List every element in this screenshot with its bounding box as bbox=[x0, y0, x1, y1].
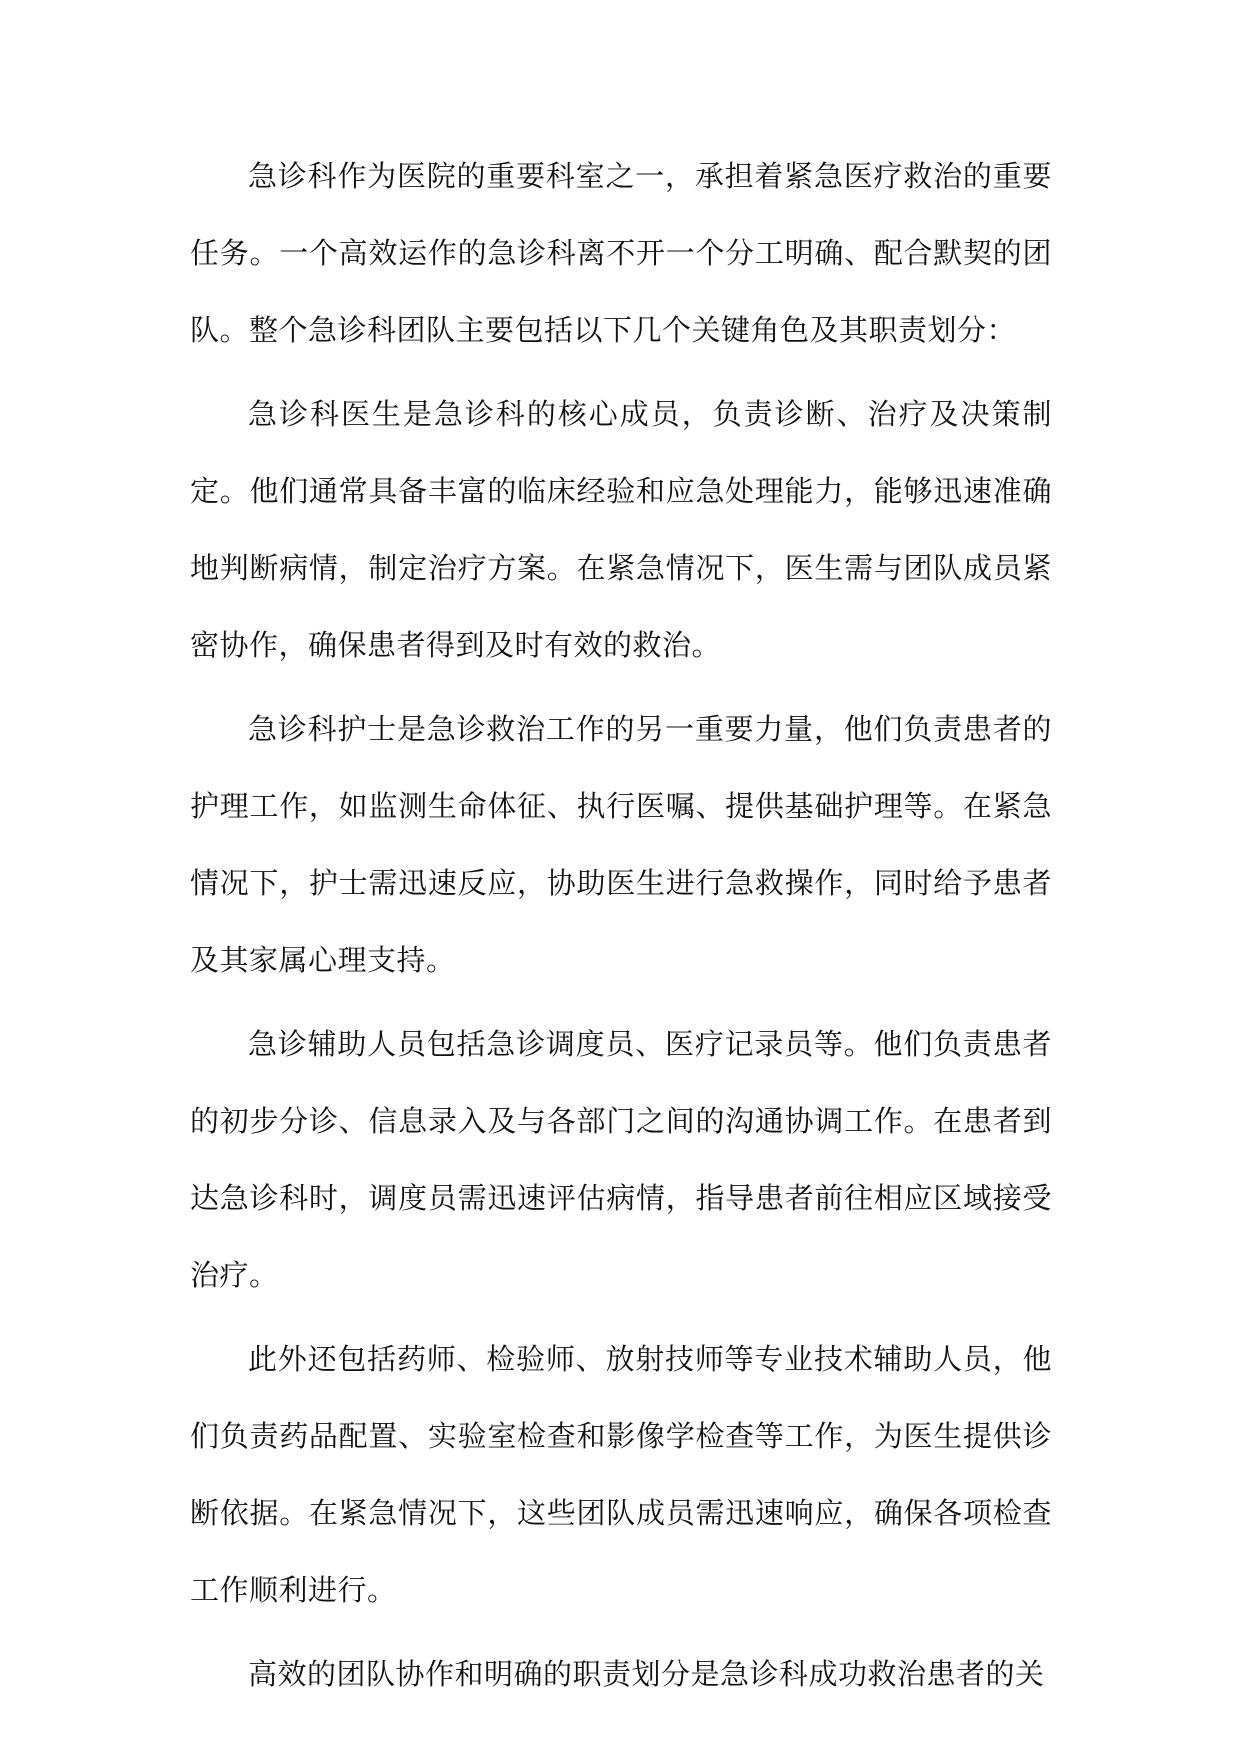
document-body bbox=[190, 138, 1052, 1713]
paragraph-nurses: 急诊科护士是急诊救治工作的另一重要力量，他们负责患者的护理工作，如监测生命体征、执行医嘱、提供基础护理等。在紧急情况下，护士需迅速反应，协助医生进行急救操作，同时给予患者及其家属心理支持。 bbox=[190, 712, 1052, 977]
paragraph-technicians: 此外还包括药师、检验师、放射技师等专业技术辅助人员，他们负责药品配置、实验室检查和影像学检查等工作，为医生提供诊断依据。在紧急情况下，这些团队成员需迅速响应，确保各项检查工作顺利进行。 bbox=[190, 1342, 1052, 1607]
paragraph-conclusion: 高效的团队协作和明确的职责划分是急诊科成功救治患者的关 bbox=[248, 1657, 1045, 1691]
paragraph-intro: 急诊科作为医院的重要科室之一，承担着紧急医疗救治的重要任务。一个高效运作的急诊科离不开一个分工明确、配合默契的团队。整个急诊科团队主要包括以下几个关键角色及其职责划分： bbox=[190, 159, 1052, 347]
paragraph-doctors: 急诊科医生是急诊科的核心成员，负责诊断、治疗及决策制定。他们通常具备丰富的临床经验和应急处理能力，能够迅速准确地判断病情，制定治疗方案。在紧急情况下，医生需与团队成员紧密协作，确保患者得到及时有效的救治。 bbox=[190, 397, 1052, 662]
paragraph-support-staff: 急诊辅助人员包括急诊调度员、医疗记录员等。他们负责患者的初步分诊、信息录入及与各部门之间的沟通协调工作。在患者到达急诊科时，调度员需迅速评估病情，指导患者前往相应区域接受治疗。 bbox=[190, 1027, 1052, 1292]
